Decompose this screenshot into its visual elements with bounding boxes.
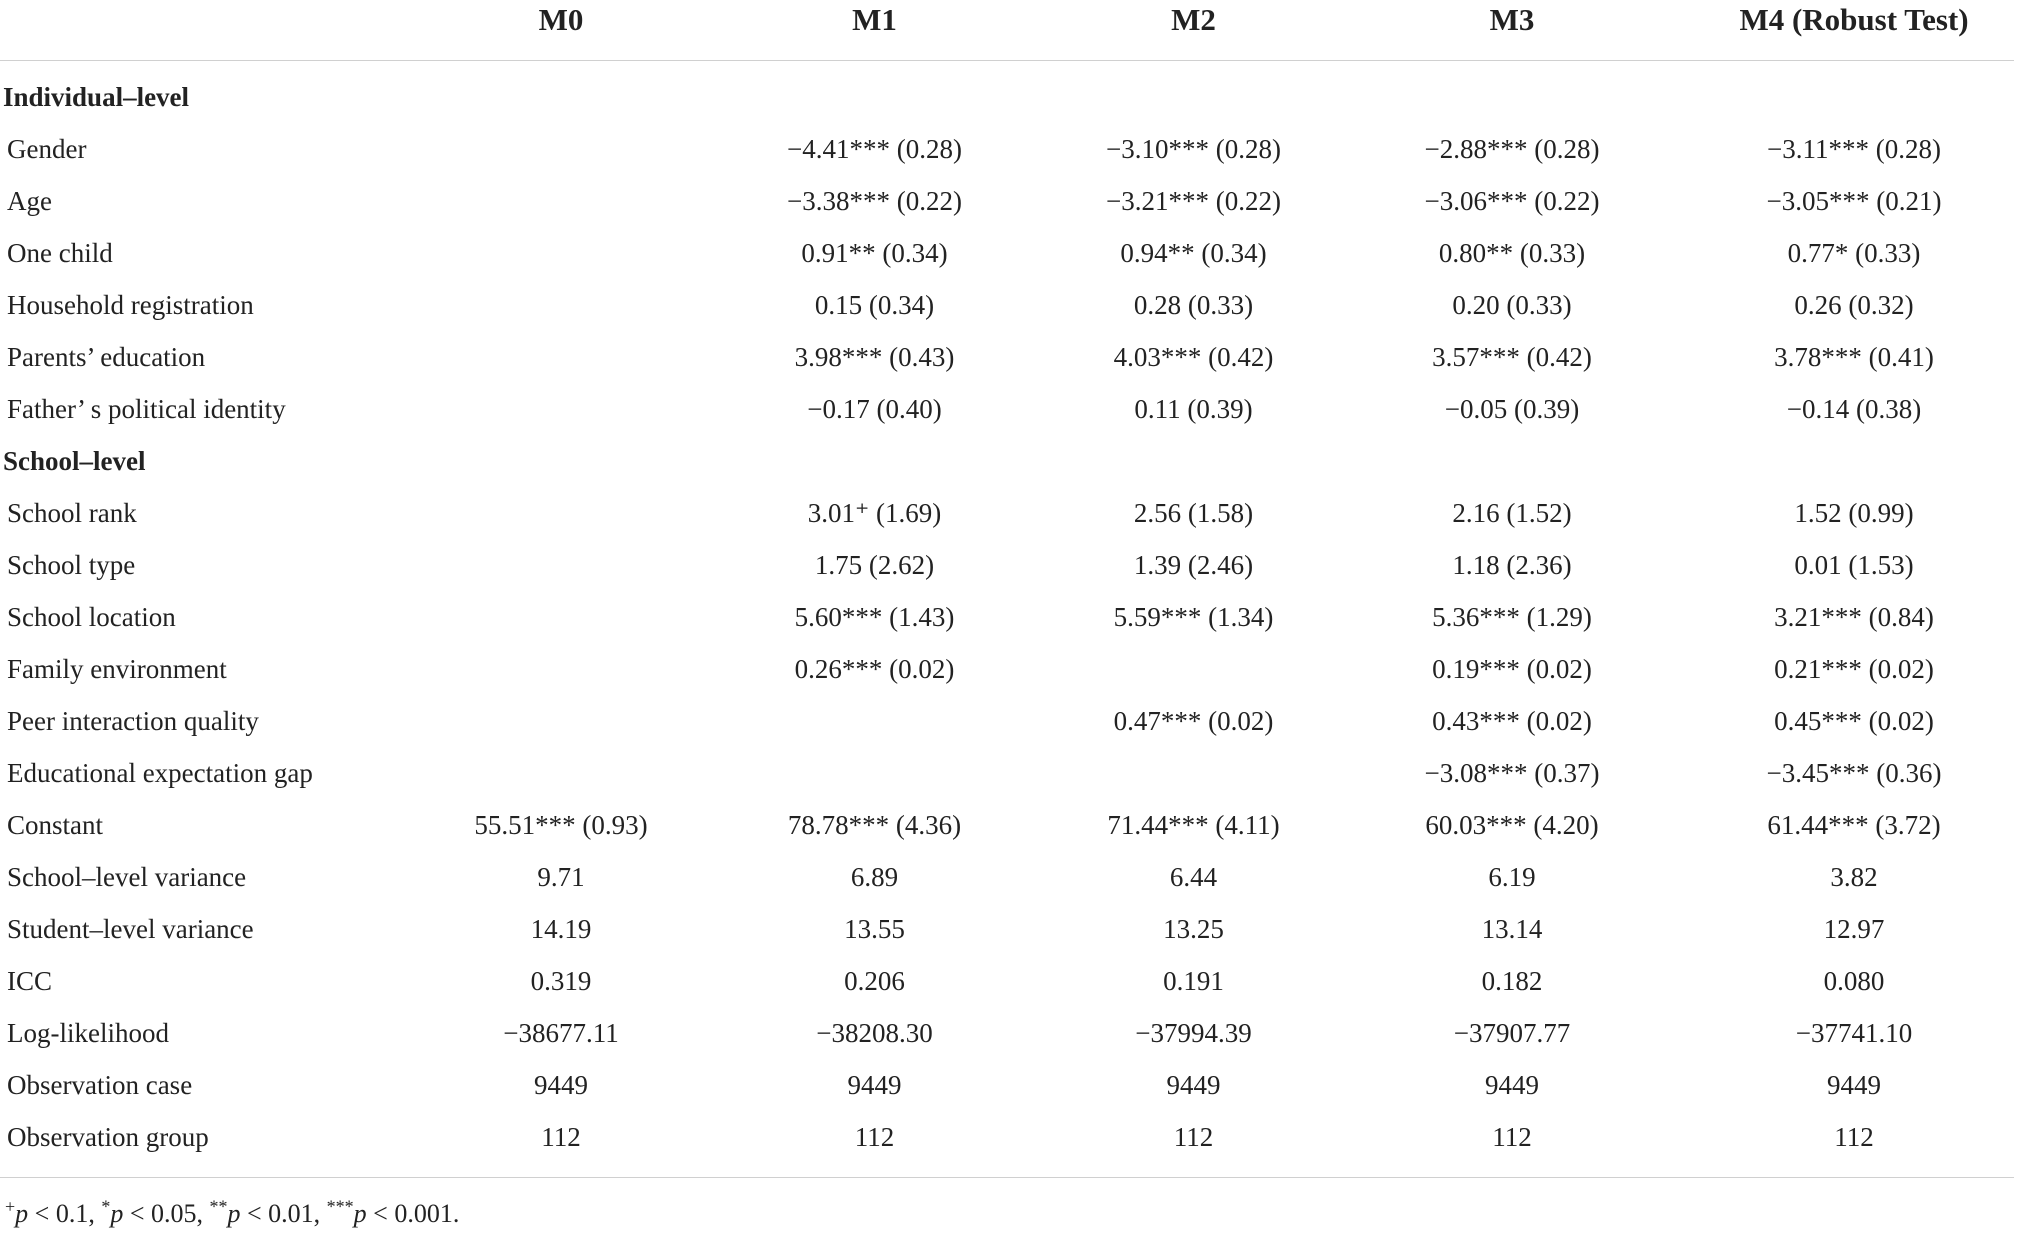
table-cell xyxy=(430,591,692,643)
table-row xyxy=(0,851,2014,903)
table-row xyxy=(0,1007,2014,1059)
table-body xyxy=(0,61,2014,1178)
table-cell xyxy=(430,383,692,435)
row-label: Household registration xyxy=(7,289,254,320)
footnote-symbol: ** xyxy=(209,1196,228,1217)
footnote-symbol: + xyxy=(5,1196,16,1217)
row-label: Family environment xyxy=(7,653,227,684)
header-cell-variable xyxy=(0,0,430,61)
table-cell: 112 xyxy=(692,1111,1057,1178)
table-cell: 0.77* (0.33) xyxy=(1787,237,1921,268)
table-row xyxy=(0,903,2014,955)
table-cell xyxy=(1330,61,1694,124)
table-cell: 6.44 xyxy=(1169,861,1218,892)
table-cell: 1.75 (2.62) xyxy=(814,549,935,580)
table-cell xyxy=(430,747,692,799)
table-cell: 6.19 xyxy=(1488,861,1536,892)
table-cell xyxy=(430,175,692,227)
row-label: School rank xyxy=(7,497,137,528)
table-cell: 0.26*** (0.02) xyxy=(794,653,955,684)
table-cell: 3.57*** (0.42) xyxy=(1432,341,1592,372)
table-cell: 0.45*** (0.02) xyxy=(1774,705,1934,736)
table-cell xyxy=(430,643,692,695)
table-cell: 112 xyxy=(1694,1111,2014,1178)
section-row xyxy=(0,61,2014,124)
footnote-threshold: < 0.01, xyxy=(240,1199,327,1228)
table-cell xyxy=(1694,435,2014,487)
table-cell xyxy=(1057,61,1330,124)
table-cell: 112 xyxy=(1330,1111,1694,1178)
table-cell xyxy=(430,123,692,175)
table-cell: −38208.30 xyxy=(816,1017,933,1048)
table-row xyxy=(0,383,2014,435)
footnote-threshold: < 0.1, xyxy=(28,1199,102,1228)
table-cell: −37994.39 xyxy=(1135,1017,1252,1048)
table-cell xyxy=(430,539,692,591)
row-label: Age xyxy=(7,185,52,216)
footnote-symbol: *** xyxy=(326,1196,354,1217)
row-label: ICC xyxy=(7,965,53,996)
footnote-p: p xyxy=(353,1199,367,1228)
table-cell: 0.319 xyxy=(530,965,592,996)
table-cell: 0.47*** (0.02) xyxy=(1113,705,1274,736)
table-cell: 71.44*** (4.11) xyxy=(1107,809,1280,840)
table-cell: 112 xyxy=(1057,1111,1330,1178)
table-row xyxy=(0,487,2014,539)
row-label: School–level variance xyxy=(7,861,247,892)
table-cell: 5.60*** (1.43) xyxy=(794,601,955,632)
table-cell: 5.59*** (1.34) xyxy=(1113,601,1274,632)
table-cell: 3.98*** (0.43) xyxy=(794,341,955,372)
table-cell xyxy=(430,487,692,539)
table-cell xyxy=(692,61,1057,124)
table-cell: −38677.11 xyxy=(503,1017,619,1048)
table-cell: 0.21*** (0.02) xyxy=(1774,653,1934,684)
table-cell: 14.19 xyxy=(530,913,592,944)
table-row xyxy=(0,643,2014,695)
row-label: Student–level variance xyxy=(7,913,254,944)
row-label: Constant xyxy=(7,809,104,840)
table-cell: 0.80** (0.33) xyxy=(1438,237,1586,268)
table-cell: 2.56 (1.58) xyxy=(1133,497,1254,528)
table-cell: 0.20 (0.33) xyxy=(1452,289,1572,320)
table-row xyxy=(0,227,2014,279)
table-row xyxy=(0,799,2014,851)
table-cell: 0.91** (0.34) xyxy=(801,237,948,268)
table-cell: 1.18 (2.36) xyxy=(1452,549,1572,580)
table-row xyxy=(0,1059,2014,1111)
table-cell: 0.15 (0.34) xyxy=(814,289,935,320)
table-cell: 12.97 xyxy=(1823,913,1885,944)
table-cell: 61.44*** (3.72) xyxy=(1767,809,1941,840)
table-cell xyxy=(430,61,692,124)
table-row xyxy=(0,695,2014,747)
table-cell xyxy=(430,227,692,279)
row-label: Gender xyxy=(7,133,87,164)
row-label: Educational expectation gap xyxy=(7,757,313,788)
table-cell: 0.28 (0.33) xyxy=(1133,289,1254,320)
table-cell xyxy=(692,747,1057,799)
header-cell-m4: M4 (Robust Test) xyxy=(1694,0,2014,61)
table-cell: 3.78*** (0.41) xyxy=(1774,341,1934,372)
footnote-threshold: < 0.001. xyxy=(366,1199,460,1228)
table-cell: 9.71 xyxy=(537,861,585,892)
table-cell: −3.08*** (0.37) xyxy=(1424,757,1600,788)
table-cell: −3.21*** (0.22) xyxy=(1106,185,1281,216)
table-cell xyxy=(430,435,692,487)
header-cell-m2: M2 xyxy=(1057,0,1330,61)
table-cell xyxy=(1057,643,1330,695)
table-cell: 0.94** (0.34) xyxy=(1120,237,1267,268)
table-cell: 13.55 xyxy=(844,913,905,944)
table-cell: 0.080 xyxy=(1823,965,1885,996)
table-row xyxy=(0,539,2014,591)
row-label: One child xyxy=(7,237,113,268)
table-cell: 3.01⁺ (1.69) xyxy=(807,497,942,528)
table-cell: 9449 xyxy=(534,1069,588,1100)
row-label: Father’ s political identity xyxy=(7,393,286,424)
footnote-threshold: < 0.05, xyxy=(123,1199,210,1228)
table-row xyxy=(0,1111,2014,1178)
table-cell xyxy=(692,435,1057,487)
table-cell xyxy=(1330,435,1694,487)
table-cell: 9449 xyxy=(1827,1069,1881,1100)
table-row xyxy=(0,331,2014,383)
table-cell: 0.191 xyxy=(1163,965,1224,996)
table-cell: −3.38*** (0.22) xyxy=(787,185,962,216)
table-cell: 60.03*** (4.20) xyxy=(1425,809,1599,840)
table-cell: 0.43*** (0.02) xyxy=(1432,705,1592,736)
row-label: Observation group xyxy=(0,1111,430,1178)
table-cell xyxy=(430,279,692,331)
table-cell: 55.51*** (0.93) xyxy=(474,809,648,840)
table-cell: 9449 xyxy=(847,1069,902,1100)
table-row xyxy=(0,747,2014,799)
table-cell xyxy=(430,331,692,383)
section-row xyxy=(0,435,2014,487)
table-row xyxy=(0,175,2014,227)
table-row xyxy=(0,123,2014,175)
table-cell: −0.17 (0.40) xyxy=(807,393,942,424)
table-cell: 0.26 (0.32) xyxy=(1794,289,1914,320)
table-cell: 13.25 xyxy=(1163,913,1224,944)
table-cell: −37741.10 xyxy=(1795,1017,1913,1048)
table-cell xyxy=(1694,61,2014,124)
table-cell: 9449 xyxy=(1485,1069,1539,1100)
row-label: Parents’ education xyxy=(7,341,206,372)
table-cell: 2.16 (1.52) xyxy=(1452,497,1572,528)
table-row xyxy=(0,955,2014,1007)
row-label: Peer interaction quality xyxy=(7,705,259,736)
table-cell: 6.89 xyxy=(850,861,899,892)
table-cell: −2.88*** (0.28) xyxy=(1424,133,1600,164)
table-cell: 0.206 xyxy=(844,965,905,996)
table-cell: −3.11*** (0.28) xyxy=(1767,133,1941,164)
table-cell: −0.05 (0.39) xyxy=(1444,393,1580,424)
table-cell xyxy=(1057,747,1330,799)
table-cell: 4.03*** (0.42) xyxy=(1113,341,1274,372)
row-label: School location xyxy=(7,601,176,632)
header-cell-m3: M3 xyxy=(1330,0,1694,61)
table-row xyxy=(0,591,2014,643)
footnote-p: p xyxy=(15,1199,29,1228)
section-label: Individual–level xyxy=(3,81,190,112)
table-cell: 0.11 (0.39) xyxy=(1134,393,1253,424)
table-cell xyxy=(430,695,692,747)
row-label: School type xyxy=(7,549,136,580)
table-cell: −3.05*** (0.21) xyxy=(1766,185,1942,216)
row-label: Log-likelihood xyxy=(7,1017,169,1048)
table-cell: 1.52 (0.99) xyxy=(1794,497,1914,528)
table-cell: 9449 xyxy=(1166,1069,1221,1100)
table-cell: 5.36*** (1.29) xyxy=(1432,601,1592,632)
table-cell: 3.21*** (0.84) xyxy=(1774,601,1934,632)
footnote-p: p xyxy=(227,1199,241,1228)
significance-footnote xyxy=(5,1196,460,1229)
table-cell: 3.82 xyxy=(1830,861,1878,892)
table-cell: 1.39 (2.46) xyxy=(1133,549,1254,580)
header-cell-m1: M1 xyxy=(692,0,1057,61)
table-cell: 112 xyxy=(430,1111,692,1178)
header-row xyxy=(0,0,2014,61)
table-cell: 78.78*** (4.36) xyxy=(787,809,962,840)
table-cell: −37907.77 xyxy=(1453,1017,1571,1048)
table-cell: 0.01 (1.53) xyxy=(1794,549,1914,580)
table-cell: −3.10*** (0.28) xyxy=(1106,133,1281,164)
table-cell: −3.06*** (0.22) xyxy=(1424,185,1600,216)
table-cell: −4.41*** (0.28) xyxy=(787,133,962,164)
table-cell: 0.19*** (0.02) xyxy=(1432,653,1592,684)
table-cell xyxy=(692,695,1057,747)
table-cell: −3.45*** (0.36) xyxy=(1766,757,1942,788)
footnote-symbol: * xyxy=(101,1196,111,1217)
section-label: School–level xyxy=(3,445,146,476)
table-cell: 13.14 xyxy=(1481,913,1543,944)
table-cell: −0.14 (0.38) xyxy=(1786,393,1922,424)
table-cell: 0.182 xyxy=(1481,965,1543,996)
table-cell xyxy=(1057,435,1330,487)
header-cell-m0: M0 xyxy=(430,0,692,61)
row-label: Observation case xyxy=(7,1069,193,1100)
footnote-p: p xyxy=(110,1199,124,1228)
table-row xyxy=(0,279,2014,331)
